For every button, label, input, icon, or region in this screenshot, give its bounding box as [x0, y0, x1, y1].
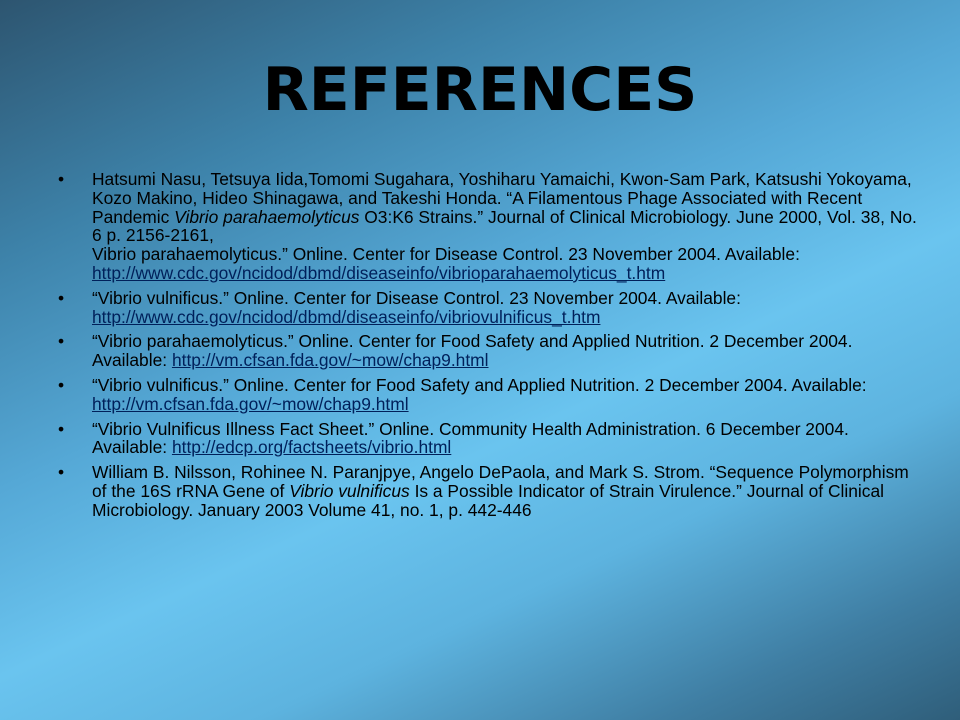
reference-tail: Is a Possible Indicator of Strain Virulence.” Journal of Clinical Microbiology. January 2003 Volume 41, no. 1, p. 442-446: [92, 480, 885, 520]
bullet-icon: •: [58, 169, 65, 189]
reference-item: [58, 420, 918, 458]
slide-title: REFERENCES: [262, 55, 698, 125]
bullet-icon: •: [58, 374, 65, 395]
reference-lead: “Vibrio Vulnificus Illness Fact Sheet.” Online. Community Health Administration. 6 December 2004. Available:: [92, 418, 849, 458]
reference-text: [92, 419, 849, 458]
reference-lead: “Vibrio vulnificus.” Online. Center for Disease Control. 23 November 2004. Available:: [92, 287, 741, 308]
bullet-icon: •: [58, 462, 65, 483]
reference-item: [58, 376, 918, 414]
reference-text: [92, 375, 867, 414]
reference-text: [92, 331, 852, 370]
reference-tail: O3:K6 Strains.” Journal of Clinical Microbiology. June 2000, Vol. 38, No. 6 p. 2156-2161, Vibrio parahaemolyticus.” Online. Center for Disease Control. 23 November 2004. Available:: [92, 206, 917, 265]
reference-italic: Vibrio vulnificus: [289, 480, 410, 501]
reference-item: [58, 463, 918, 519]
reference-text: [92, 169, 917, 283]
reference-text: [92, 462, 909, 520]
reference-lead: Hatsumi Nasu, Tetsuya Iida,Tomomi Sugahara, Yoshiharu Yamaichi, Kwon-Sam Park, Katsushi Yokoyama, Kozo Makino, Hideo Shinagawa, and Takeshi Honda. “A Filamentous Phage Associated with Recent Pandemic: [92, 169, 912, 227]
reference-link[interactable]: http://www.cdc.gov/ncidod/dbmd/diseaseinfo/vibriovulnificus_t.htm: [92, 306, 601, 327]
bullet-icon: •: [58, 287, 65, 308]
reference-link[interactable]: http://edcp.org/factsheets/vibrio.html: [171, 437, 452, 458]
reference-link[interactable]: http://vm.cfsan.fda.gov/~mow/chap9.html: [92, 393, 409, 414]
reference-list: [58, 170, 918, 526]
reference-item: [58, 170, 918, 283]
reference-link[interactable]: http://vm.cfsan.fda.gov/~mow/chap9.html: [171, 350, 489, 371]
reference-lead: “Vibrio parahaemolyticus.” Online. Center for Food Safety and Applied Nutrition. 2 December 2004. Available:: [92, 331, 853, 371]
reference-text: [92, 288, 741, 327]
bullet-icon: •: [58, 331, 65, 352]
bullet-icon: •: [58, 418, 65, 439]
reference-item: [58, 289, 918, 327]
reference-italic: Vibrio parahaemolyticus: [174, 206, 360, 227]
reference-item: [58, 332, 918, 370]
reference-link[interactable]: http://www.cdc.gov/ncidod/dbmd/diseaseinfo/vibrioparahaemolyticus_t.htm: [92, 262, 666, 283]
reference-lead: William B. Nilsson, Rohinee N. Paranjpye, Angelo DePaola, and Mark S. Strom. “Sequence Polymorphism of the 16S rRNA Gene of: [92, 462, 909, 501]
reference-lead: “Vibrio vulnificus.” Online. Center for Food Safety and Applied Nutrition. 2 December 2004. Available:: [92, 374, 867, 395]
